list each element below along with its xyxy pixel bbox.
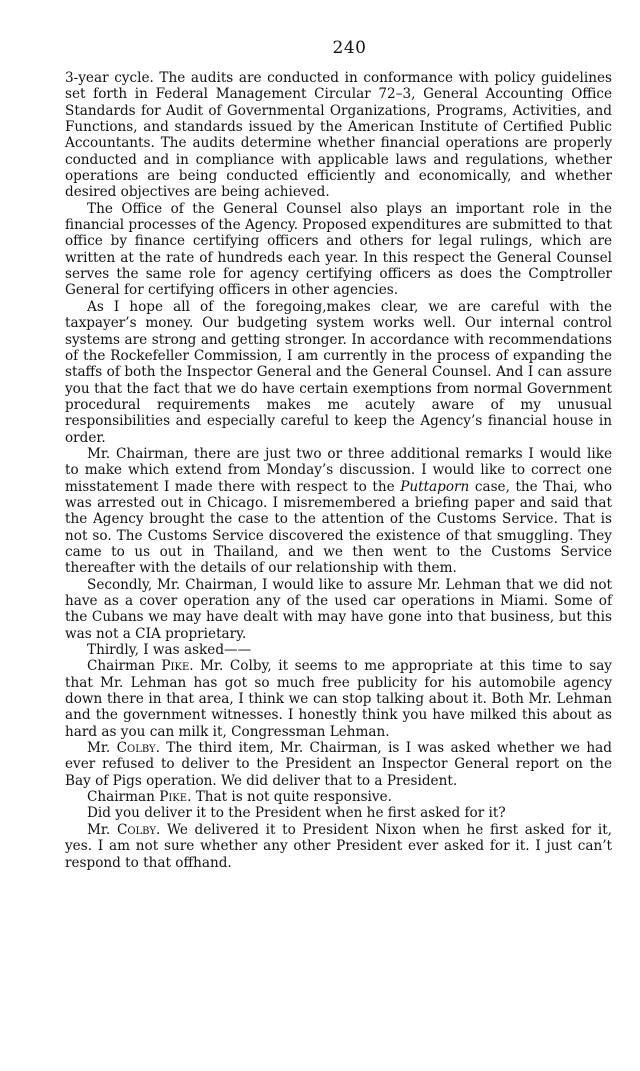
text-run: Mr. [87, 821, 117, 838]
speaker-name: Colby [116, 740, 156, 757]
paragraph [65, 642, 612, 658]
text-run: . Mr. Colby, it seems to me appropriate at this time to say that Mr. Lehman has got so much free publicity for his automobile agency down there in that area, I think we can stop talking about it. Both Mr. Lehman and the government witnesses. I honestly think you have milked this about as hard as you can milk it, Congressman Lehman. [65, 658, 612, 740]
paragraph [65, 577, 612, 642]
text-run: 3-year cycle. The audits are conducted in conformance with policy guidelines set forth in Federal Management Circular 72–3, General Accounting Office Standards for Audit of Governmental Organizations, Programs, Activities, and Functions, and standards issued by the American Institute of Certified Public Accountants. The audits determine whether financial operations are properly conducted and in compliance with applicable laws and regulations, whether operations are being conducted efficiently and economically, and whether desired objectives are being achieved. [65, 70, 612, 201]
paragraph [65, 299, 612, 446]
paragraph [65, 740, 612, 789]
paragraph [65, 70, 612, 201]
text-run: Thirdly, I was asked—— [87, 642, 252, 659]
paragraph [65, 446, 612, 577]
paragraph [65, 805, 612, 821]
speaker-name: Pike [159, 789, 188, 806]
speaker-name: Colby [116, 821, 156, 838]
text-run: Mr. [87, 740, 117, 757]
text-run: . That is not quite responsive. [187, 789, 392, 806]
paragraph [65, 658, 612, 740]
page-number: 240 [332, 38, 367, 58]
text-run: . The third item, Mr. Chairman, is I was asked whether we had ever refused to deliver to the President an Inspector General report on the Bay of Pigs operation. We did deliver that to a President. [65, 740, 612, 789]
text-run: Chairman [87, 789, 160, 806]
paragraph [65, 201, 612, 299]
text-run: Chairman [87, 658, 162, 675]
case-name: Puttaporn [400, 478, 470, 495]
text-run: As I hope all of the foregoing,makes clear, we are careful with the taxpayer’s money. Our budgeting system works well. Our internal control systems are strong and getting stronger. In accordance with recommendations of the Rockefeller Commission, I am currently in the process of expanding the staffs of both the Inspector General and the General Counsel. And I can assure you that the fact that we do have certain exemptions from normal Government procedural requirements makes me acutely aware of my unusual responsibilities and especially careful to keep the Agency’s financial house in order. [65, 298, 612, 446]
text-run: case, the Thai, who was arrested out in Chicago. I misremembered a briefing paper and said that the Agency brought the case to the attention of the Customs Service. That is not so. The Customs Service discovered the existence of that smuggling. They came to us out in Thailand, and we then went to the Customs Service thereafter with the details of our relationship with them. [65, 478, 613, 577]
text-run: The Office of the General Counsel also plays an important role in the financial processes of the Agency. Proposed expenditures are submitted to that office by finance certifying officers and others for legal rulings, which are written at the rate of hundreds each year. In this respect the General Counsel serves the same role for agency certifying officers as does the Comptroller General for certifying officers in other agencies. [65, 200, 612, 299]
text-run: Mr. Chairman, there are just two or three additional remarks I would like to make which extend from Monday’s discussion. I would like to correct one misstatement I made there with respect to the [65, 445, 612, 495]
paragraph [65, 822, 612, 871]
text-run: . We delivered it to President Nixon when he first asked for it, yes. I am not sure whether any other President ever asked for it. I just can’t respond to that offhand. [65, 821, 612, 871]
paragraph [65, 789, 612, 805]
text-run: Secondly, Mr. Chairman, I would like to assure Mr. Lehman that we did not have as a cover operation any of the used car operations in Miami. Some of the Cubans we may have dealt with may have gone into that business, but this was not a CIA proprietary. [65, 576, 612, 642]
speaker-name: Pike [161, 658, 190, 675]
text-run: Did you deliver it to the President when he first asked for it? [87, 805, 506, 822]
body-text [65, 70, 612, 871]
